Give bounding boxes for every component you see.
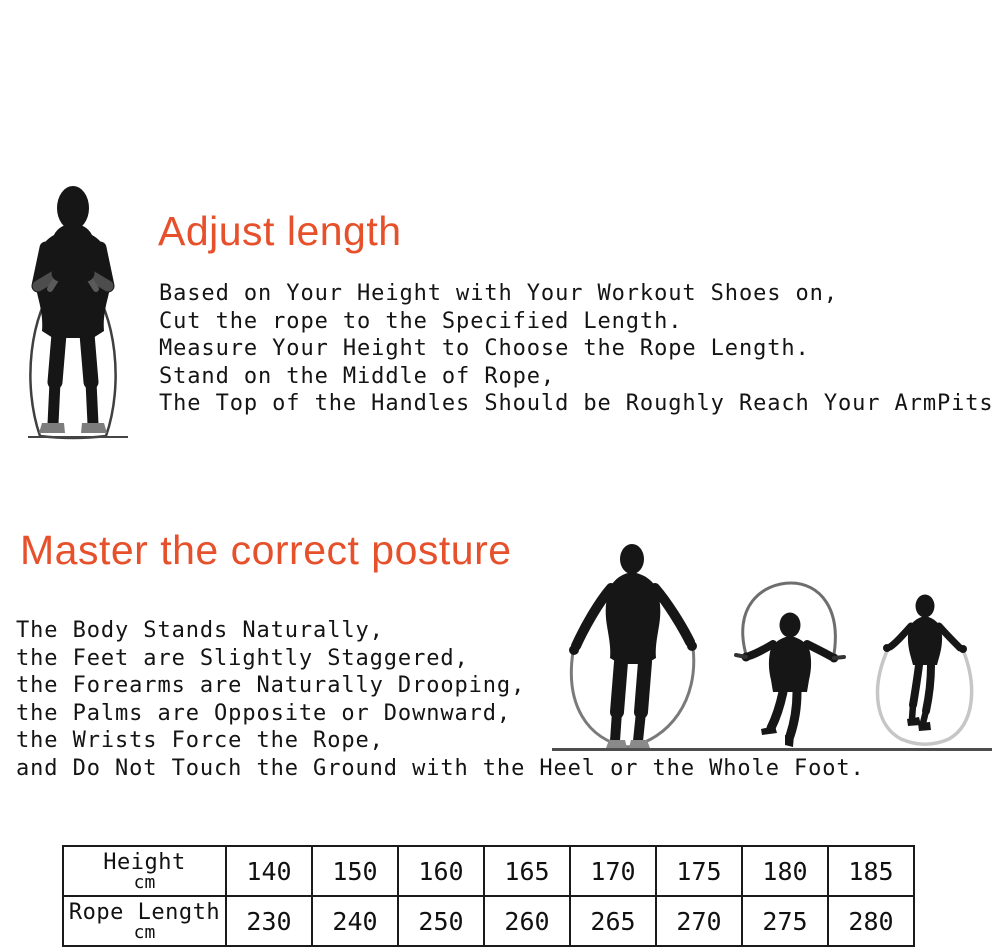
- instruction-line: Based on Your Height with Your Workout Shoes on,: [159, 281, 838, 306]
- table-cell: 270: [656, 896, 742, 946]
- person-jumping-rope-arms-spread-icon: [553, 544, 705, 751]
- instruction-line: Cut the rope to the Specified Length.: [159, 308, 683, 334]
- instruction-line: Stand on the Middle of Rope,: [159, 363, 556, 389]
- table-cell: 230: [226, 896, 312, 946]
- person-jumping-rope-downward-icon: [863, 593, 985, 750]
- size-table: [62, 845, 915, 947]
- instruction-line: the Feet are Slightly Staggered,: [16, 645, 469, 671]
- table-cell: 180: [742, 846, 828, 896]
- instruction-line: the Forearms are Naturally Drooping,: [16, 673, 526, 699]
- table-cell: 280: [828, 896, 914, 946]
- instruction-line: Measure Your Height to Choose the Rope Length.: [159, 336, 810, 362]
- instruction-line: The Top of the Handles Should be Roughly Reach Your ArmPits: [159, 391, 994, 417]
- row-header-rope-length: [63, 896, 226, 946]
- person-jumping-rope-overhead-icon: [723, 578, 851, 750]
- row-label: Height: [103, 849, 186, 875]
- title-banner: [0, 1, 1000, 95]
- posture-heading: Master the correct posture: [20, 527, 512, 573]
- instruction-line: the Palms are Opposite or Downward,: [16, 700, 512, 726]
- table-row-height: [63, 846, 914, 896]
- table-cell: 185: [828, 846, 914, 896]
- table-cell: 165: [484, 846, 570, 896]
- row-header-height: [63, 846, 226, 896]
- instruction-line: The Body Stands Naturally,: [16, 618, 384, 643]
- instruction-line: and Do Not Touch the Ground with the Heel or the Whole Foot.: [16, 755, 865, 781]
- table-cell: 150: [312, 846, 398, 896]
- adjust-length-instructions: [159, 280, 994, 418]
- table-cell: 240: [312, 896, 398, 946]
- table-cell: 160: [398, 846, 484, 896]
- row-unit: cm: [133, 871, 156, 893]
- person-standing-on-rope-icon: [8, 184, 140, 446]
- table-cell: 175: [656, 846, 742, 896]
- table-cell: 170: [570, 846, 656, 896]
- row-unit: cm: [133, 921, 156, 943]
- table-cell: 265: [570, 896, 656, 946]
- table-cell: 140: [226, 846, 312, 896]
- ground-line: [552, 748, 992, 751]
- adjust-length-heading: Adjust length: [158, 208, 402, 254]
- table-cell: 250: [398, 896, 484, 946]
- instruction-line: the Wrists Force the Rope,: [16, 728, 384, 754]
- row-label: Rope Length: [68, 899, 221, 925]
- page-title: HOW TO SIZE A JUMP ROPE: [27, 21, 607, 80]
- table-row-rope-length: [63, 896, 914, 946]
- table-cell: 275: [742, 896, 828, 946]
- table-cell: 260: [484, 896, 570, 946]
